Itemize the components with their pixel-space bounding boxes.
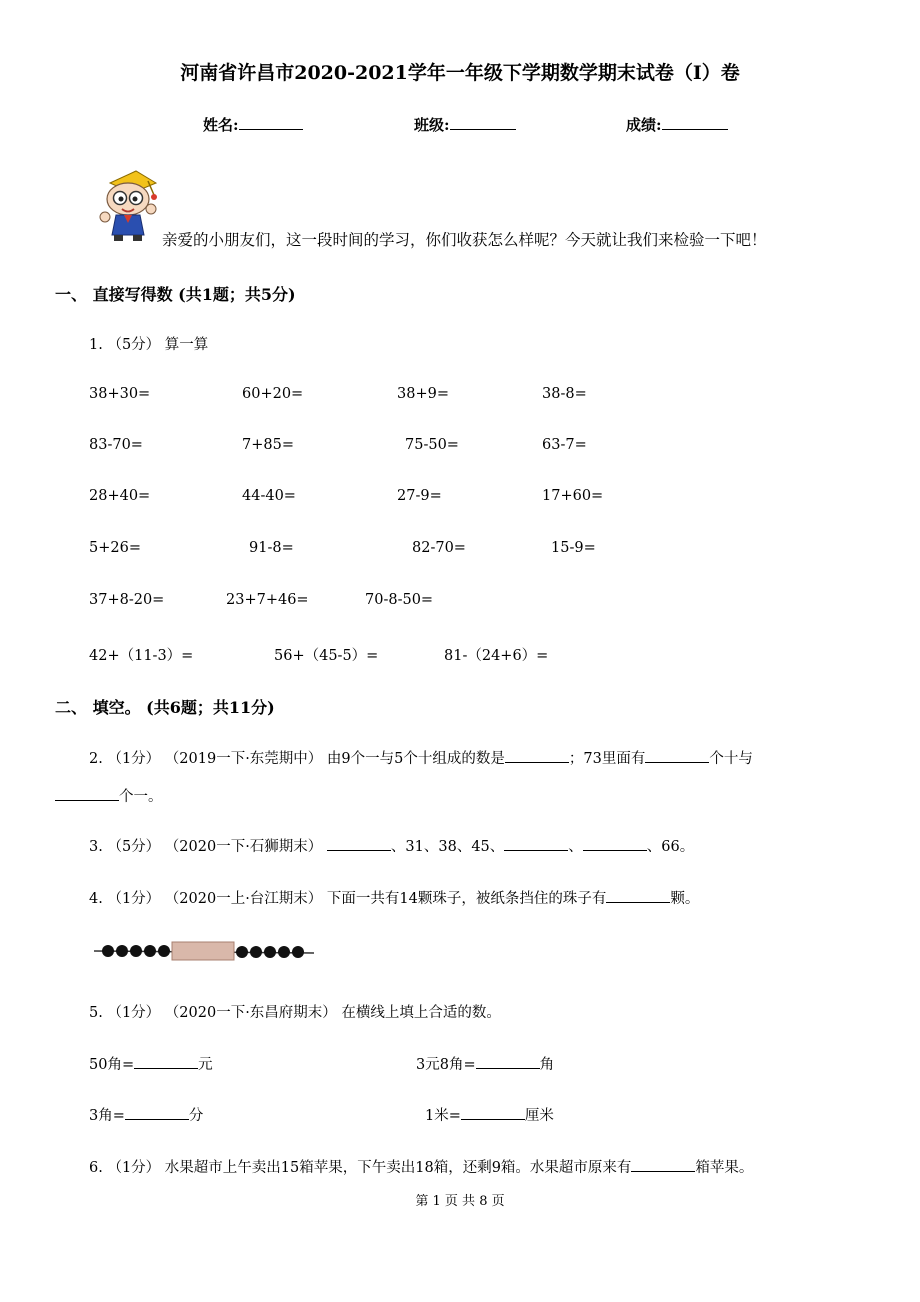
math-item: 38+30= bbox=[89, 386, 151, 402]
answer-blank[interactable] bbox=[583, 849, 647, 851]
question-source: （2020一下·东昌府期末） bbox=[164, 1005, 337, 1021]
sequence-text: 、66。 bbox=[646, 839, 695, 855]
math-item: 63-7= bbox=[542, 437, 587, 453]
math-item: 15-9= bbox=[551, 540, 596, 556]
answer-blank[interactable] bbox=[55, 799, 119, 801]
math-item: 75-50= bbox=[405, 437, 459, 453]
question-points: （5分） bbox=[107, 839, 161, 855]
math-item: 38+9= bbox=[397, 386, 449, 402]
score-label: 成绩: bbox=[626, 116, 662, 134]
beads-illustration bbox=[92, 936, 316, 968]
conversion-unit: 分 bbox=[188, 1108, 204, 1124]
conversion-text: 1米= bbox=[425, 1108, 461, 1124]
class-field bbox=[414, 114, 516, 135]
answer-blank[interactable] bbox=[125, 1118, 189, 1120]
question-number: 2. bbox=[89, 751, 103, 767]
class-label: 班级: bbox=[414, 116, 450, 134]
question-text: 下面一共有14颗珠子，被纸条挡住的珠子有 bbox=[326, 891, 607, 907]
question-5 bbox=[89, 1001, 501, 1022]
math-item: 38-8= bbox=[542, 386, 587, 402]
question-text: 个一。 bbox=[119, 789, 163, 805]
page-footer: 第 1 页 共 8 页 bbox=[415, 1194, 505, 1209]
conversion-unit: 厘米 bbox=[524, 1108, 554, 1124]
score-field bbox=[626, 114, 728, 135]
question-text: 在横线上填上合适的数。 bbox=[341, 1005, 501, 1021]
answer-blank[interactable] bbox=[504, 849, 568, 851]
question-points: （5分） bbox=[107, 337, 161, 353]
question-points: （1分） bbox=[107, 1005, 161, 1021]
math-item: 82-70= bbox=[412, 540, 466, 556]
question-text: 颗。 bbox=[670, 891, 700, 907]
math-item: 37+8-20= bbox=[89, 592, 165, 608]
conversion-item bbox=[89, 1053, 213, 1074]
section-heading-1: 一、 直接写得数 (共1题；共5分) bbox=[55, 285, 296, 304]
question-1-header bbox=[89, 333, 208, 354]
math-item: 56+（45-5）= bbox=[274, 648, 379, 664]
conversion-item bbox=[89, 1104, 203, 1125]
question-text: 箱苹果。 bbox=[695, 1160, 754, 1176]
greeting-text: 亲爱的小朋友们，这一段时间的学习，你们收获怎么样呢？今天就让我们来检验一下吧！ bbox=[162, 231, 767, 249]
math-item: 83-70= bbox=[89, 437, 143, 453]
name-field bbox=[203, 114, 303, 135]
answer-blank[interactable] bbox=[606, 901, 670, 903]
question-number: 3. bbox=[89, 839, 103, 855]
question-text: ；73里面有 bbox=[568, 751, 646, 767]
sequence-text: 、31、38、45、 bbox=[390, 839, 505, 855]
question-3 bbox=[89, 835, 694, 856]
math-item: 5+26= bbox=[89, 540, 141, 556]
question-text: 由9个一与5个十组成的数是 bbox=[326, 751, 505, 767]
math-item: 44-40= bbox=[242, 488, 296, 504]
question-number: 5. bbox=[89, 1005, 103, 1021]
conversion-item bbox=[416, 1053, 554, 1074]
question-4 bbox=[89, 887, 699, 908]
answer-blank[interactable] bbox=[327, 849, 391, 851]
question-6 bbox=[89, 1156, 753, 1177]
question-text: 个十与 bbox=[709, 751, 753, 767]
name-blank[interactable] bbox=[239, 128, 303, 130]
question-number: 6. bbox=[89, 1160, 103, 1176]
math-item: 27-9= bbox=[397, 488, 442, 504]
math-item: 60+20= bbox=[242, 386, 304, 402]
question-source: （2020一上·台江期末） bbox=[164, 891, 323, 907]
math-item: 81-（24+6）= bbox=[444, 648, 549, 664]
answer-blank[interactable] bbox=[134, 1067, 198, 1069]
math-item: 42+（11-3）= bbox=[89, 648, 194, 664]
math-item: 17+60= bbox=[542, 488, 604, 504]
sequence-text: 、 bbox=[568, 839, 583, 855]
mascot-doctor-icon bbox=[92, 165, 166, 245]
question-text: 算一算 bbox=[164, 337, 209, 353]
question-2 bbox=[89, 747, 753, 768]
name-label: 姓名: bbox=[203, 116, 239, 134]
math-item: 70-8-50= bbox=[365, 592, 434, 608]
question-points: （1分） bbox=[107, 891, 161, 907]
math-item: 28+40= bbox=[89, 488, 151, 504]
question-2-continued bbox=[55, 785, 163, 806]
answer-blank[interactable] bbox=[461, 1118, 525, 1120]
question-source: （2020一下·石狮期末） bbox=[164, 839, 323, 855]
page-title: 河南省许昌市2020-2021学年一年级下学期数学期末试卷（I）卷 bbox=[180, 62, 740, 84]
answer-blank[interactable] bbox=[476, 1067, 540, 1069]
conversion-text: 3元8角= bbox=[416, 1057, 476, 1073]
answer-blank[interactable] bbox=[505, 761, 569, 763]
question-source: （2019一下·东莞期中） bbox=[164, 751, 323, 767]
answer-blank[interactable] bbox=[645, 761, 709, 763]
question-number: 4. bbox=[89, 891, 103, 907]
conversion-unit: 角 bbox=[539, 1057, 555, 1073]
conversion-text: 3角= bbox=[89, 1108, 125, 1124]
conversion-unit: 元 bbox=[198, 1057, 213, 1073]
question-points: （1分） bbox=[107, 1160, 161, 1176]
score-blank[interactable] bbox=[662, 128, 728, 130]
conversion-text: 50角= bbox=[89, 1057, 135, 1073]
math-item: 23+7+46= bbox=[226, 592, 309, 608]
class-blank[interactable] bbox=[450, 128, 516, 130]
section-heading-2: 二、 填空。 (共6题；共11分) bbox=[55, 698, 275, 717]
conversion-item bbox=[425, 1104, 554, 1125]
math-item: 7+85= bbox=[242, 437, 294, 453]
math-item: 91-8= bbox=[249, 540, 294, 556]
question-text: 水果超市上午卖出15箱苹果，下午卖出18箱，还剩9箱。水果超市原来有 bbox=[164, 1160, 632, 1176]
question-points: （1分） bbox=[107, 751, 161, 767]
question-number: 1. bbox=[89, 337, 103, 353]
answer-blank[interactable] bbox=[631, 1170, 695, 1172]
